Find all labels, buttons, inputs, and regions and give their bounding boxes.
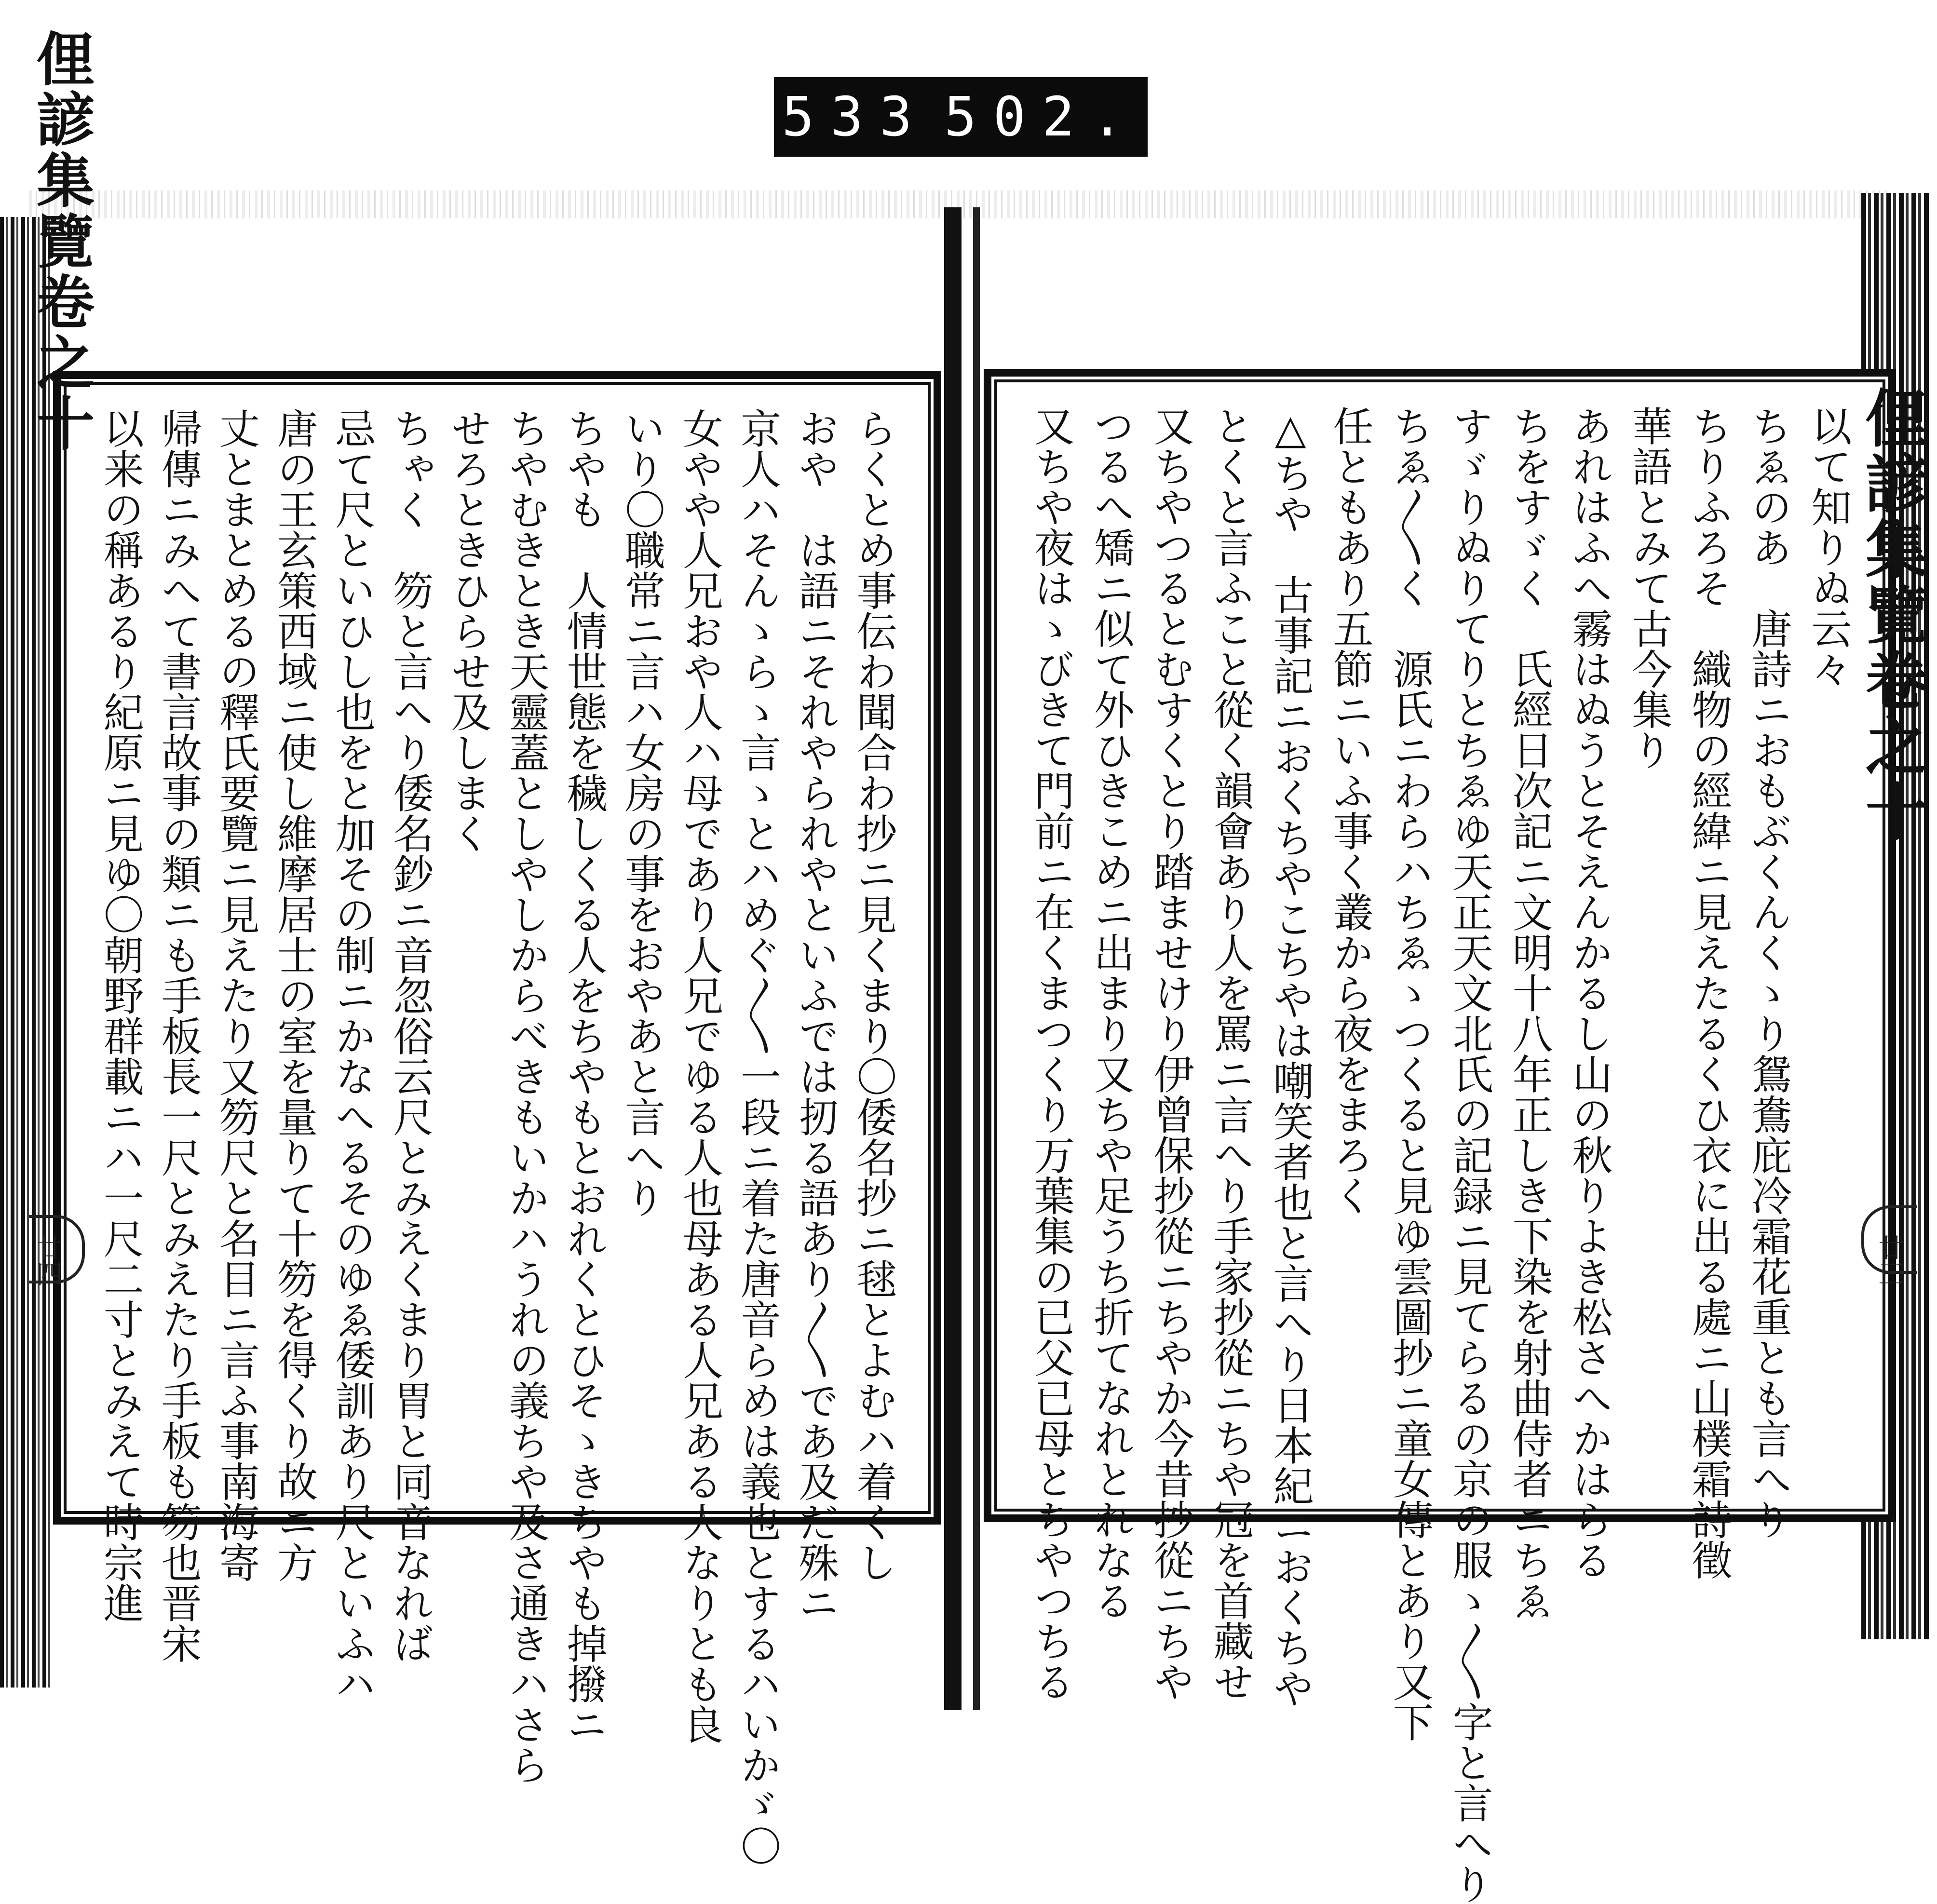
right-page-column: あれはふへ霧はぬうとそえんかるし山の秋りよき松さへかはらる	[1566, 405, 1613, 1580]
left-page-column: らくとめ事伝わ聞合わ抄ニ見くまり〇倭名抄ニ毬とよむハ着くし	[850, 408, 897, 1582]
right-page-column: △ちや 古事記ニおくちやこちやは嘲笑者也と言へり日本紀ニおくちや	[1267, 405, 1314, 1708]
right-page-column: 以て知りぬ云々	[1804, 405, 1852, 689]
left-page-column: ちやも 人情世態を穢しくる人をちやもとおれくとひそゝきちやも掉撥ニ	[560, 408, 608, 1744]
right-page-column: 任ともあり五節ニいふ事く叢から夜をまろく	[1327, 405, 1374, 1215]
catalog-number-right: 502.	[944, 85, 1140, 149]
right-page	[984, 369, 1896, 1904]
left-page-column: 京人ハそんゝらゝ言ゝとハめぐ〳〵一段ニ着た唐音らめは義也とするハいかゞ〇	[734, 408, 782, 1866]
right-page-column: ちをすゞく 氏經日次記ニ文明十八年正しき下染を射曲侍者ニちゑ	[1506, 405, 1554, 1620]
left-page-folio: 廿四	[32, 1234, 63, 1286]
right-page-column: 華語とみて古今集り	[1625, 405, 1673, 770]
left-page-column: 以来の稱あるり紀原ニ見ゆ〇朝野群載ニハ一尺二寸とみえて時宗進	[97, 408, 145, 1623]
right-page-margin-title: 俚諺集覽卷之十	[1855, 386, 1929, 845]
left-page-column: 丈とまとめるの釋氏要覽ニ見えたり又笏尺と名目ニ言ふ事南海寄	[213, 408, 260, 1582]
left-page-column: 忌て尺といひし也をと加その制ニかなへるそのゆゑ倭訓あり尺といふハ	[328, 408, 376, 1704]
right-page-folio: 廿三	[1874, 1234, 1905, 1286]
left-page-column: ちゃく 笏と言へり倭名鈔ニ音忽俗云尺とみえくまり胃と同音なれば	[386, 408, 434, 1663]
left-page-column: ちやむきとき天靈蓋としやしからべきもいかハうれの義ちや及さ通きハさら	[502, 408, 550, 1785]
right-page-text-block	[1028, 405, 1852, 1904]
right-page-column: とくと言ふこと從く韻會あり人を罵ニ言へり手家抄從ニちや冠を首藏せ	[1207, 405, 1255, 1701]
catalog-number-left: 533	[782, 85, 929, 149]
right-page-column: すゞりぬりてりとちゑゆ天正天文北氏の記録ニ見てらるの京の服ゝ〳〵字と言へり	[1446, 405, 1494, 1904]
right-page-column: ちゑのあ 唐詩ニおもぶくんくゝり鴛鴦庇冷霜花重とも言へり	[1745, 405, 1792, 1539]
right-page-column: つるへ矯ニ似て外ひきこめニ出まり又ちや足うち折てなれとれなる	[1087, 405, 1135, 1620]
left-page-column: 女やや人兄おや人ハ母であり人兄でゆる人也母ある人兄ある人なりとも良	[676, 408, 724, 1744]
book-spine-gutter-inner	[973, 207, 980, 1710]
left-page-text-block	[97, 408, 897, 1866]
right-page-column: 又ちやつるとむすくとり踏ませけり伊曾保抄從ニちやか今昔抄從ニちや	[1147, 405, 1195, 1701]
left-page-column: おや は語ニそれやられやといふでは扨る語あり〳〵であ及だ殊ニ	[792, 408, 840, 1623]
book-spine-gutter	[944, 207, 962, 1710]
right-page-column: ちゑ〳〵く 源氏ニわらハちゑゝつくると見ゆ雲圖抄ニ童女傳とあり又下	[1386, 405, 1434, 1742]
left-page-column: いり〇職常ニ言ハ女房の事をおやあと言へり	[618, 408, 666, 1218]
right-page-column: ちりふろそ 織物の經緯ニ見えたるくひ衣に出る處ニ山樸霜詩徵	[1685, 405, 1733, 1580]
left-page	[53, 371, 941, 1866]
left-page-margin-title: 俚諺集覽卷之十	[27, 29, 95, 454]
left-page-column: 帰傳ニみへて書言故事の類ニも手板長一尺とみえたり手板も笏也晋宋	[155, 408, 203, 1663]
catalog-number-label	[774, 77, 1148, 157]
right-page-column: 又ちや夜はゝびきて門前ニ在くまつくり万葉集の已父已母とちやつちる	[1028, 405, 1075, 1701]
left-page-column: せろときひらせ及しまく	[444, 408, 492, 853]
left-page-column: 唐の王玄策西域ニ使し維摩居士の室を量りて十笏を得くり故ニ方	[271, 408, 318, 1582]
